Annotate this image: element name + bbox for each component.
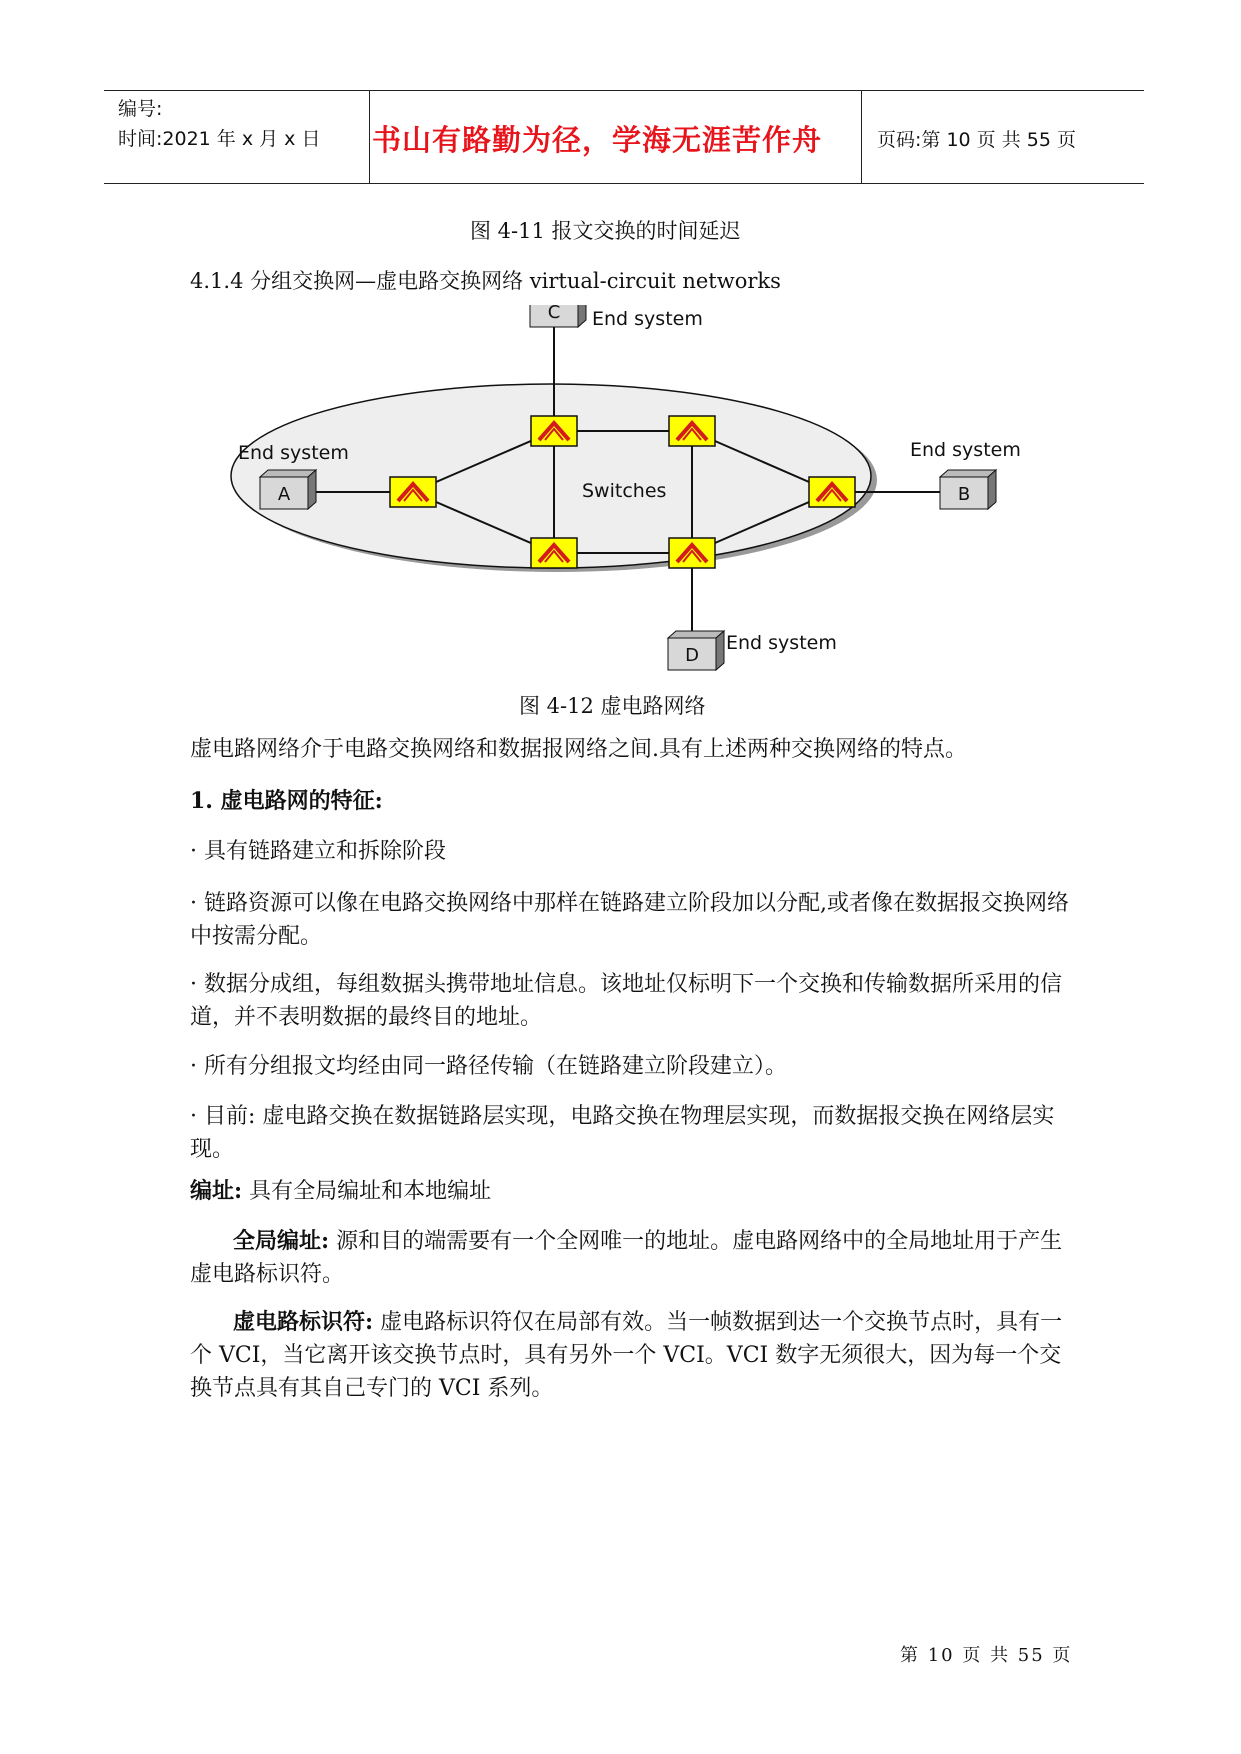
end-system-label-c: End system <box>592 308 703 330</box>
switch-icon <box>531 538 577 568</box>
figure-4-11-caption: 图 4-11 报文交换的时间延迟 <box>470 219 741 243</box>
virtual-circuit-network-diagram <box>230 305 1030 680</box>
end-system-c-letter: C <box>547 305 561 323</box>
switch-icon <box>531 416 577 446</box>
end-system-a <box>260 470 316 509</box>
page-footer: 第 10 页 共 55 页 <box>900 1645 1073 1666</box>
end-system-label-a: End system <box>238 442 349 464</box>
end-system-d-letter: D <box>685 645 699 666</box>
header-divider-left <box>369 90 370 184</box>
global-addressing-paragraph <box>190 1225 1070 1291</box>
vci-label: 虚电路标识符: <box>233 1309 374 1335</box>
figure-4-12-caption: 图 4-12 虚电路网络 <box>519 694 706 718</box>
header-number-label: 编号: <box>118 98 163 120</box>
intro-paragraph: 虚电路网络介于电路交换网络和数据报网络之间.具有上述两种交换网络的特点。 <box>190 737 967 762</box>
switch-icon <box>809 477 855 507</box>
addressing-label: 编址: <box>190 1178 243 1204</box>
vci-text: 虚电路标识符仅在局部有效。当一帧数据到达一个交换节点时，具有一个 VCI，当它离开该交换节点时，具有另外一个 VCI。VCI 数字无须很大，因为每一个交换节点具有其自己专门的 VCI 系列。 <box>190 1310 1063 1401</box>
header-motto: 书山有路勤为径，学海无涯苦作舟 <box>372 123 823 157</box>
bullet-5: · 目前: 虚电路交换在数据链路层实现，电路交换在物理层实现，而数据报交换在网络层实现。 <box>190 1104 1055 1162</box>
end-system-c <box>530 305 586 327</box>
switch-icon <box>390 477 436 507</box>
header-top-rule <box>104 90 1144 91</box>
header-time-label: 时间:2021 年 x 月 x 日 <box>118 128 321 150</box>
section-title: 4.1.4 分组交换网—虚电路交换网络 virtual-circuit networks <box>190 269 781 293</box>
header-bottom-rule <box>104 183 1144 184</box>
end-system-b <box>940 470 996 509</box>
addressing-paragraph <box>190 1175 1070 1208</box>
vci-paragraph <box>190 1306 1070 1405</box>
switch-icon <box>669 538 715 568</box>
header-page-label: 页码:第 10 页 共 55 页 <box>877 129 1076 151</box>
global-addressing-label: 全局编址: <box>233 1228 330 1254</box>
end-system-b-letter: B <box>957 484 971 505</box>
global-addressing-text: 源和目的端需要有一个全网唯一的地址。虚电路网络中的全局地址用于产生虚电路标识符。 <box>190 1229 1063 1287</box>
bullet-1: · 具有链路建立和拆除阶段 <box>190 839 446 864</box>
bullet-3: · 数据分成组，每组数据头携带地址信息。该地址仅标明下一个交换和传输数据所采用的信道，并不表明数据的最终目的地址。 <box>190 972 1062 1030</box>
switch-icon <box>669 416 715 446</box>
feature-heading: 1. 虚电路网的特征: <box>190 788 383 814</box>
end-system-label-b: End system <box>910 439 1021 461</box>
bullet-4: · 所有分组报文均经由同一路径传输（在链路建立阶段建立）。 <box>190 1054 787 1079</box>
end-system-label-d: End system <box>726 632 837 654</box>
end-system-a-letter: A <box>277 484 291 505</box>
end-system-d <box>668 631 724 670</box>
header-left-cell <box>118 94 320 154</box>
switches-label: Switches <box>582 480 667 502</box>
addressing-text: 具有全局编址和本地编址 <box>242 1179 492 1204</box>
bullet-2: · 链路资源可以像在电路交换网络中那样在链路建立阶段加以分配,或者像在数据报交换网络中按需分配。 <box>190 891 1069 949</box>
